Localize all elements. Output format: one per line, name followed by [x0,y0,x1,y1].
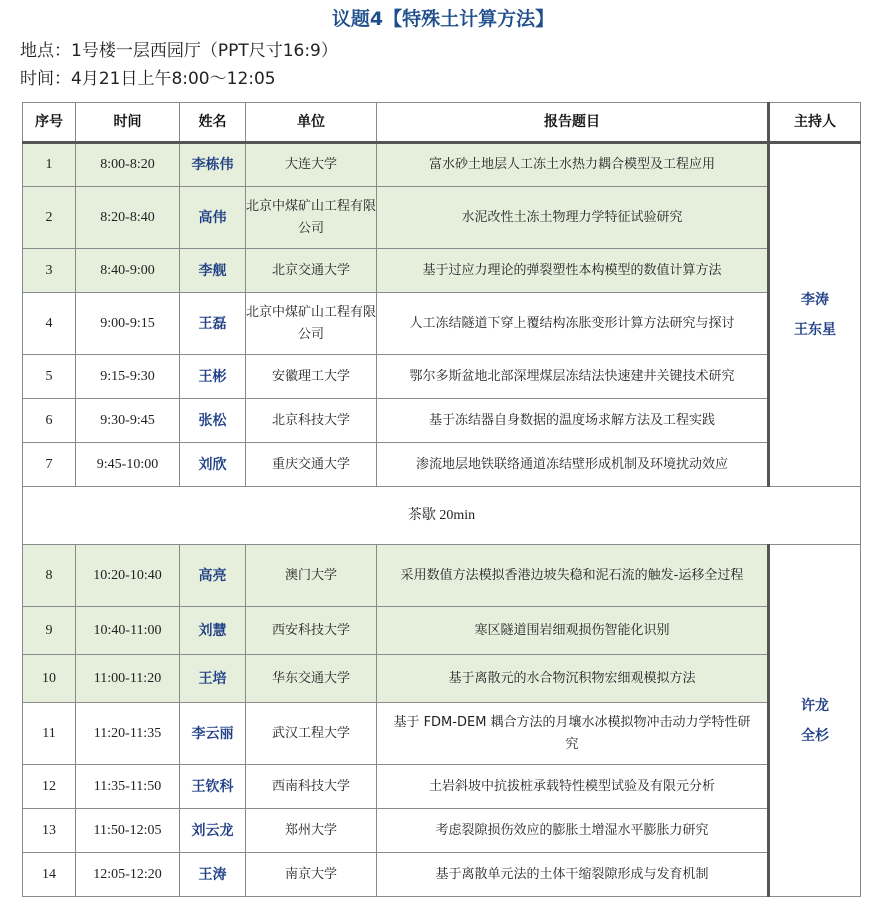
report-topic: 水泥改性土冻土物理力学特征试验研究 [377,187,769,249]
speaker-name: 刘云龙 [180,809,246,853]
speaker-name: 刘慧 [180,607,246,655]
time-text: 时间：4月21日上午8:00～12:05 [20,69,276,89]
speaker-unit: 郑州大学 [246,809,377,853]
row-time: 12:05-12:20 [76,853,180,897]
row-time: 9:30-9:45 [76,399,180,443]
table-row [23,853,861,897]
row-time: 9:45-10:00 [76,443,180,487]
host-name: 全杉 [801,727,829,744]
row-time: 8:40-9:00 [76,249,180,293]
speaker-unit: 重庆交通大学 [246,443,377,487]
speaker-unit: 北京中煤矿山工程有限公司 [246,187,377,249]
row-time: 8:00-8:20 [76,143,180,187]
table-row [23,143,861,187]
row-number: 5 [23,355,76,399]
host-name: 王东星 [794,322,836,338]
row-number: 14 [23,853,76,897]
location-text: 地点：1号楼一层西园厅（PPT尺寸16:9） [20,41,338,61]
row-number: 12 [23,765,76,809]
table-row [23,545,861,607]
session-hosts [769,545,861,897]
report-topic: 基于离散元的水合物沉积物宏细观模拟方法 [377,655,769,703]
row-time: 11:50-12:05 [76,809,180,853]
row-number: 6 [23,399,76,443]
row-number: 3 [23,249,76,293]
table-row [23,607,861,655]
report-topic: 基于离散单元法的土体干缩裂隙形成与发育机制 [377,853,769,897]
speaker-name: 李舰 [180,249,246,293]
row-time: 11:35-11:50 [76,765,180,809]
table-row [23,809,861,853]
speaker-unit: 大连大学 [246,143,377,187]
row-time: 10:20-10:40 [76,545,180,607]
table-row [23,443,861,487]
table-row [23,703,861,765]
break-row [23,487,861,545]
speaker-unit: 南京大学 [246,853,377,897]
row-number: 1 [23,143,76,187]
row-time: 11:20-11:35 [76,703,180,765]
table-row [23,249,861,293]
header-time: 时间 [76,103,180,143]
speaker-unit: 北京科技大学 [246,399,377,443]
report-topic: 鄂尔多斯盆地北部深埋煤层冻结法快速建井关键技术研究 [377,355,769,399]
header-host: 主持人 [769,103,861,143]
schedule-table [22,102,861,897]
row-time: 9:15-9:30 [76,355,180,399]
header-no: 序号 [23,103,76,143]
schedule-body [23,143,861,897]
speaker-name: 王培 [180,655,246,703]
table-row [23,765,861,809]
speaker-unit: 澳门大学 [246,545,377,607]
table-row [23,655,861,703]
row-number: 4 [23,293,76,355]
header-unit: 单位 [246,103,377,143]
table-row [23,399,861,443]
report-topic: 寒区隧道围岩细观损伤智能化识别 [377,607,769,655]
speaker-unit: 华东交通大学 [246,655,377,703]
speaker-name: 刘欣 [180,443,246,487]
report-topic: 人工冻结隧道下穿上覆结构冻胀变形计算方法研究与探讨 [377,293,769,355]
header-topic: 报告题目 [377,103,769,143]
speaker-name: 李栋伟 [180,143,246,187]
host-name: 许龙 [801,697,829,714]
speaker-name: 高伟 [180,187,246,249]
speaker-name: 王涛 [180,853,246,897]
report-topic: 基于冻结器自身数据的温度场求解方法及工程实践 [377,399,769,443]
host-name: 李涛 [801,292,829,308]
tea-break-label: 茶歇 20min [23,487,861,545]
speaker-unit: 武汉工程大学 [246,703,377,765]
table-row [23,355,861,399]
speaker-name: 王彬 [180,355,246,399]
row-number: 9 [23,607,76,655]
speaker-unit: 北京交通大学 [246,249,377,293]
speaker-name: 高亮 [180,545,246,607]
report-topic: 基于 FDM-DEM 耦合方法的月壤水冰模拟物冲击动力学特性研究 [377,703,769,765]
table-row [23,187,861,249]
table-row [23,293,861,355]
report-topic: 基于过应力理论的弹裂塑性本构模型的数值计算方法 [377,249,769,293]
report-topic: 土岩斜坡中抗拔桩承载特性模型试验及有限元分析 [377,765,769,809]
row-number: 2 [23,187,76,249]
row-number: 13 [23,809,76,853]
row-time: 10:40-11:00 [76,607,180,655]
row-number: 10 [23,655,76,703]
page-title: 议题4【特殊土计算方法】 [331,8,555,30]
speaker-name: 王磊 [180,293,246,355]
session-hosts [769,143,861,487]
speaker-name: 张松 [180,399,246,443]
speaker-unit: 安徽理工大学 [246,355,377,399]
report-topic: 考虑裂隙损伤效应的膨胀土增湿水平膨胀力研究 [377,809,769,853]
row-number: 8 [23,545,76,607]
row-time: 11:00-11:20 [76,655,180,703]
header-name: 姓名 [180,103,246,143]
row-time: 9:00-9:15 [76,293,180,355]
report-topic: 渗流地层地铁联络通道冻结壁形成机制及环境扰动效应 [377,443,769,487]
row-time: 8:20-8:40 [76,187,180,249]
row-number: 7 [23,443,76,487]
speaker-name: 李云丽 [180,703,246,765]
row-number: 11 [23,703,76,765]
report-topic: 富水砂土地层人工冻土水热力耦合模型及工程应用 [377,143,769,187]
speaker-unit: 北京中煤矿山工程有限公司 [246,293,377,355]
speaker-unit: 西南科技大学 [246,765,377,809]
table-header-row [23,103,861,143]
speaker-name: 王钦科 [180,765,246,809]
report-topic: 采用数值方法模拟香港边坡失稳和泥石流的触发-运移全过程 [377,545,769,607]
speaker-unit: 西安科技大学 [246,607,377,655]
